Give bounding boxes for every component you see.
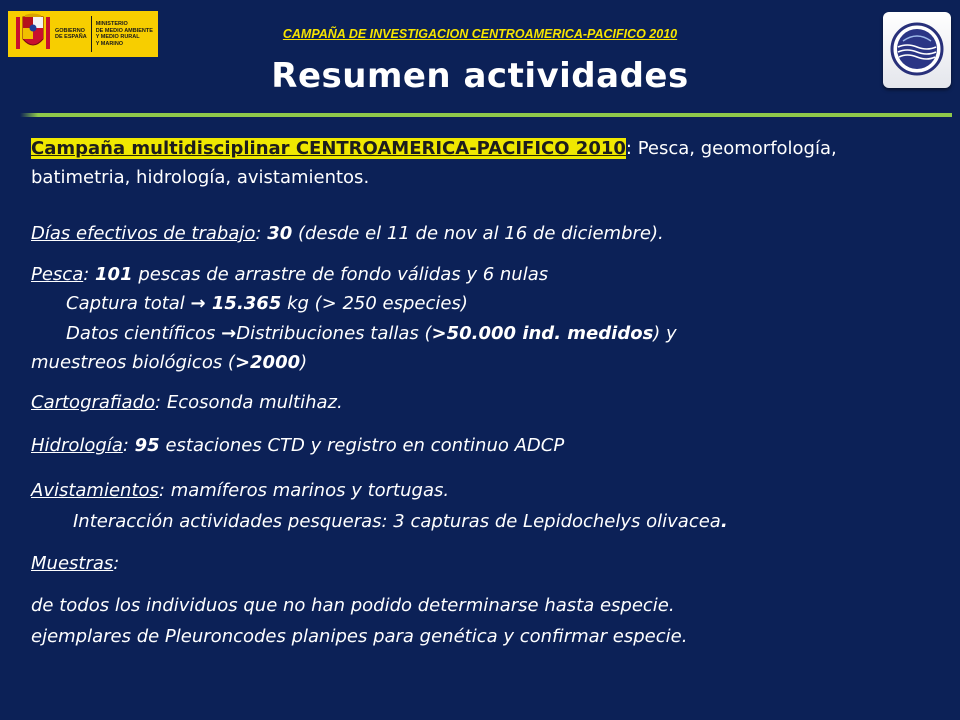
hidrologia-sep: :	[122, 435, 135, 456]
cartografiado-line	[31, 391, 343, 414]
dias-sep: :	[255, 223, 268, 244]
muestras-line-1: de todos los individuos que no han podido determinarse hasta especie.	[31, 595, 675, 616]
muestreos-value: >2000	[234, 352, 301, 373]
hidrologia-line	[31, 434, 564, 457]
pesca-rest: pescas de arrastre de fondo válidas y 6 nulas	[132, 264, 549, 285]
title-rule-fade	[20, 113, 38, 117]
dias-line	[31, 222, 664, 245]
muestras-label: Muestras	[31, 553, 114, 574]
captura-label: Captura total	[66, 293, 191, 314]
avistamientos-label: Avistamientos	[31, 480, 159, 501]
page-title: Resumen actividades	[271, 56, 689, 96]
datos-value: >50.000 ind. medidos	[431, 323, 654, 344]
datos-rest-b: ) y	[653, 323, 677, 344]
institute-emblem-icon	[887, 17, 947, 83]
interaccion-end: .	[720, 511, 728, 532]
interaccion-text: Interacción actividades pesqueras: 3 capturas de Lepidochelys olivacea	[73, 511, 721, 532]
campaign-highlight: Campaña multidisciplinar CENTROAMERICA-PACIFICO 2010	[31, 138, 626, 159]
muestreos-line	[31, 351, 307, 374]
datos-line	[66, 322, 677, 345]
cartografiado-rest: : Ecosonda multihaz.	[155, 392, 343, 413]
dias-value: 30	[267, 223, 293, 244]
captura-rest: kg (> 250 especies)	[281, 293, 468, 314]
title-rule	[38, 113, 952, 117]
ministry-logo-text: MINISTERIO DE MEDIO AMBIENTE Y MEDIO RURAL Y MARINO	[95, 21, 153, 47]
captura-value: 15.365	[205, 293, 282, 314]
intro-rest: : Pesca, geomorfología,	[625, 138, 837, 159]
pesca-line	[31, 263, 548, 286]
captura-line	[66, 292, 468, 315]
pesca-label: Pesca	[31, 264, 84, 285]
pesca-value: 101	[95, 264, 133, 285]
datos-label: Datos científicos	[66, 323, 222, 344]
dias-label: Días efectivos de trabajo	[31, 223, 256, 244]
hidrologia-label: Hidrología	[31, 435, 123, 456]
muestreos-label: muestreos biológicos (	[31, 352, 235, 373]
muestras-line-2: ejemplares de Pleuroncodes planipes para genética y confirmar especie.	[31, 626, 688, 647]
muestras-sep: :	[113, 553, 120, 574]
avistamientos-line	[31, 479, 449, 502]
cartografiado-label: Cartografiado	[31, 392, 156, 413]
arrow-right-icon: →	[221, 323, 237, 344]
institute-logo	[883, 12, 951, 88]
muestreos-end: )	[300, 352, 308, 373]
government-logo-text: GOBIERNO DE ESPAÑA	[55, 27, 87, 40]
dias-rest: (desde el 11 de nov al 16 de diciembre).	[292, 223, 664, 244]
datos-rest-a: Distribuciones tallas (	[236, 323, 432, 344]
avistamientos-rest: : mamíferos marinos y tortugas.	[158, 480, 450, 501]
hidrologia-value: 95	[134, 435, 160, 456]
hidrologia-rest: estaciones CTD y registro en continuo ADCP	[159, 435, 565, 456]
campaign-title: CAMPAÑA DE INVESTIGACION CENTROAMERICA-PACIFICO 2010	[282, 27, 678, 41]
pesca-sep: :	[83, 264, 96, 285]
interaccion-line	[73, 510, 728, 533]
intro-line-1	[31, 137, 837, 160]
muestras-line	[31, 552, 119, 575]
arrow-right-icon: →	[190, 293, 206, 314]
intro-line-2: batimetria, hidrología, avistamientos.	[31, 167, 370, 188]
